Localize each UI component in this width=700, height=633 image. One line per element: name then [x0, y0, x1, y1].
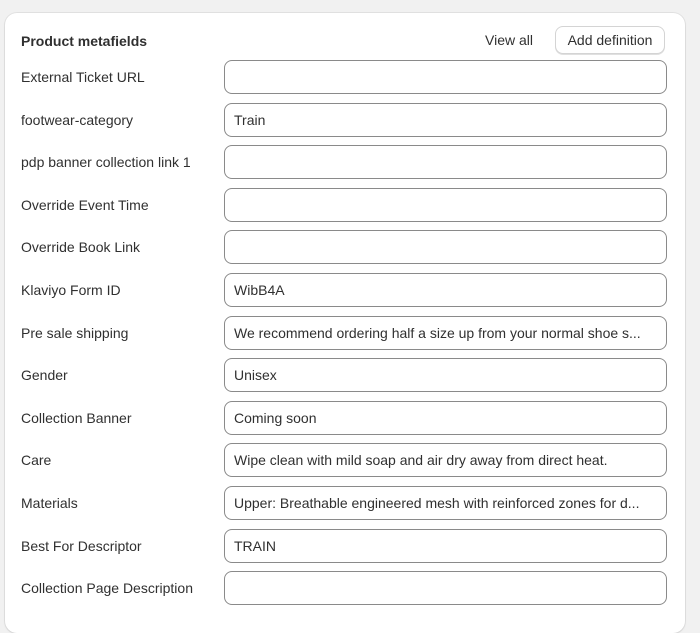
- metafield-label: footwear-category: [21, 111, 134, 128]
- metafield-row-override-event-time: [5, 188, 685, 222]
- metafield-input-pre-sale-shipping[interactable]: We recommend ordering half a size up from your normal shoe s...: [224, 316, 667, 350]
- metafield-row-external-ticket-url: [5, 60, 685, 94]
- metafield-row-pre-sale-shipping: [5, 316, 685, 350]
- metafield-input-materials[interactable]: Upper: Breathable engineered mesh with reinforced zones for d...: [224, 486, 667, 520]
- metafield-label: Collection Page Description: [21, 580, 193, 597]
- metafield-label: Gender: [21, 367, 68, 384]
- metafield-input-pdp-banner-collection-link[interactable]: [224, 145, 667, 179]
- metafield-label: pdp banner collection link 1: [21, 154, 191, 171]
- metafield-input-collection-banner[interactable]: Coming soon: [224, 401, 667, 435]
- metafield-label: Care: [21, 452, 52, 469]
- metafield-row-collection-page-description: [5, 571, 685, 605]
- metafield-label: Override Book Link: [21, 239, 141, 256]
- metafield-input-override-event-time[interactable]: [224, 188, 667, 222]
- metafield-input-klaviyo-form-id[interactable]: WibB4A: [224, 273, 667, 307]
- metafield-label: External Ticket URL: [21, 69, 145, 85]
- card-title: Product metafields: [21, 33, 148, 49]
- metafield-label: Klaviyo Form ID: [21, 282, 121, 298]
- view-all-link[interactable]: View all: [485, 32, 533, 48]
- product-metafields-card: [5, 13, 685, 633]
- metafield-input-external-ticket-url[interactable]: [224, 60, 667, 94]
- metafield-row-footwear-category: [5, 103, 685, 137]
- metafield-label: Best For Descriptor: [21, 537, 142, 554]
- metafield-label: Override Event Time: [21, 196, 149, 213]
- metafield-label: Materials: [21, 495, 78, 511]
- metafield-row-care: [5, 443, 685, 477]
- metafield-row-best-for-descriptor: [5, 529, 685, 563]
- add-definition-button[interactable]: Add definition: [555, 26, 665, 54]
- metafield-row-collection-banner: [5, 401, 685, 435]
- metafield-label: Collection Banner: [21, 409, 132, 426]
- metafield-input-best-for-descriptor[interactable]: TRAIN: [224, 529, 667, 563]
- metafield-input-override-book-link[interactable]: [224, 230, 667, 264]
- metafield-input-footwear-category[interactable]: Train: [224, 103, 667, 137]
- metafield-row-klaviyo-form-id: [5, 273, 685, 307]
- metafield-label: Pre sale shipping: [21, 324, 129, 341]
- metafield-input-gender[interactable]: Unisex: [224, 358, 667, 392]
- metafield-input-collection-page-description[interactable]: [224, 571, 667, 605]
- metafield-row-override-book-link: [5, 230, 685, 264]
- metafield-row-materials: [5, 486, 685, 520]
- metafield-row-gender: [5, 358, 685, 392]
- metafield-input-care[interactable]: Wipe clean with mild soap and air dry away from direct heat.: [224, 443, 667, 477]
- metafield-row-pdp-banner-collection-link: [5, 145, 685, 179]
